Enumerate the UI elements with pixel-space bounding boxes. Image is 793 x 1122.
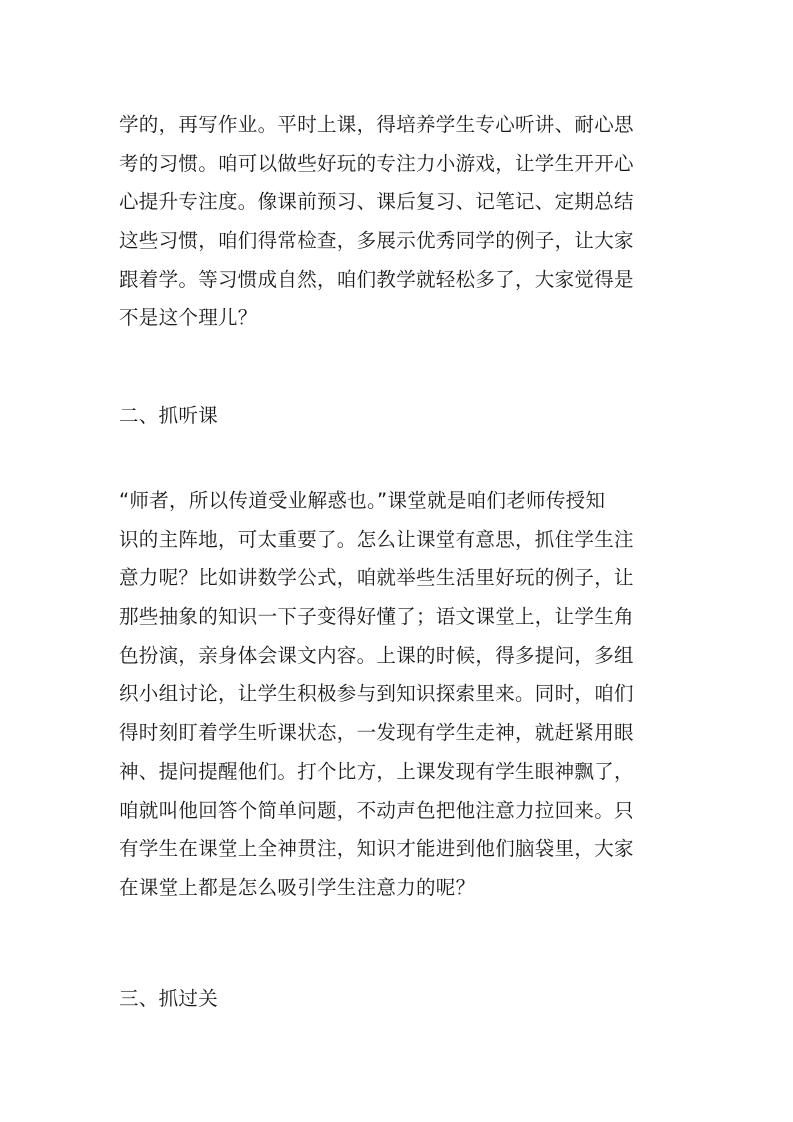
text-line: 识的主阵地，可太重要了。怎么让课堂有意思，抓住学生注 xyxy=(119,527,634,551)
text-line: 有学生在课堂上全神贯注，知识才能进到他们脑袋里，大家 xyxy=(119,837,634,861)
section-heading-checkpoint xyxy=(119,980,679,1019)
text-line: 学的，再写作业。平时上课，得培养学生专心听讲、耐心思 xyxy=(119,113,634,136)
text-line: 织小组讨论，让学生积极参与到知识探索里来。同时，咱们 xyxy=(119,682,634,706)
text-line: “师者，所以传道受业解惑也。”课堂就是咱们老师传授知 xyxy=(119,489,606,512)
text-line: 在课堂上都是怎么吸引学生注意力的呢？ xyxy=(119,875,476,899)
text-line: 咱就叫他回答个简单问题，不动声色把他注意力拉回来。只 xyxy=(119,798,634,822)
text-line: 得时刻盯着学生听课状态，一发现有学生走神，就赶紧用眼 xyxy=(119,721,634,745)
text-line: 神、提问提醒他们。打个比方，上课发现有学生眼神飘了， xyxy=(119,759,634,783)
text-line: 考的习惯。咱可以做些好玩的专注力小游戏，让学生开开心 xyxy=(119,151,634,175)
text-line: 色扮演，亲身体会课文内容。上课的时候，得多提问，多组 xyxy=(119,643,634,667)
heading-text: 二、抓听课 xyxy=(119,404,219,427)
paragraph-listening xyxy=(119,482,679,908)
text-line: 意力呢？比如讲数学公式，咱就举些生活里好玩的例子，让 xyxy=(119,566,634,590)
text-line: 那些抽象的知识一下子变得好懂了；语文课堂上，让学生角 xyxy=(119,605,634,629)
text-line: 心提升专注度。像课前预习、课后复习、记笔记、定期总结 xyxy=(119,190,634,214)
paragraph-habits xyxy=(119,106,679,338)
heading-text: 三、抓过关 xyxy=(119,987,219,1010)
section-heading-listening xyxy=(119,397,679,436)
text-line: 这些习惯，咱们得常检查，多展示优秀同学的例子，让大家 xyxy=(119,229,634,253)
text-line: 不是这个理儿？ xyxy=(119,306,258,330)
text-line: 跟着学。等习惯成自然，咱们教学就轻松多了，大家觉得是 xyxy=(119,267,634,291)
